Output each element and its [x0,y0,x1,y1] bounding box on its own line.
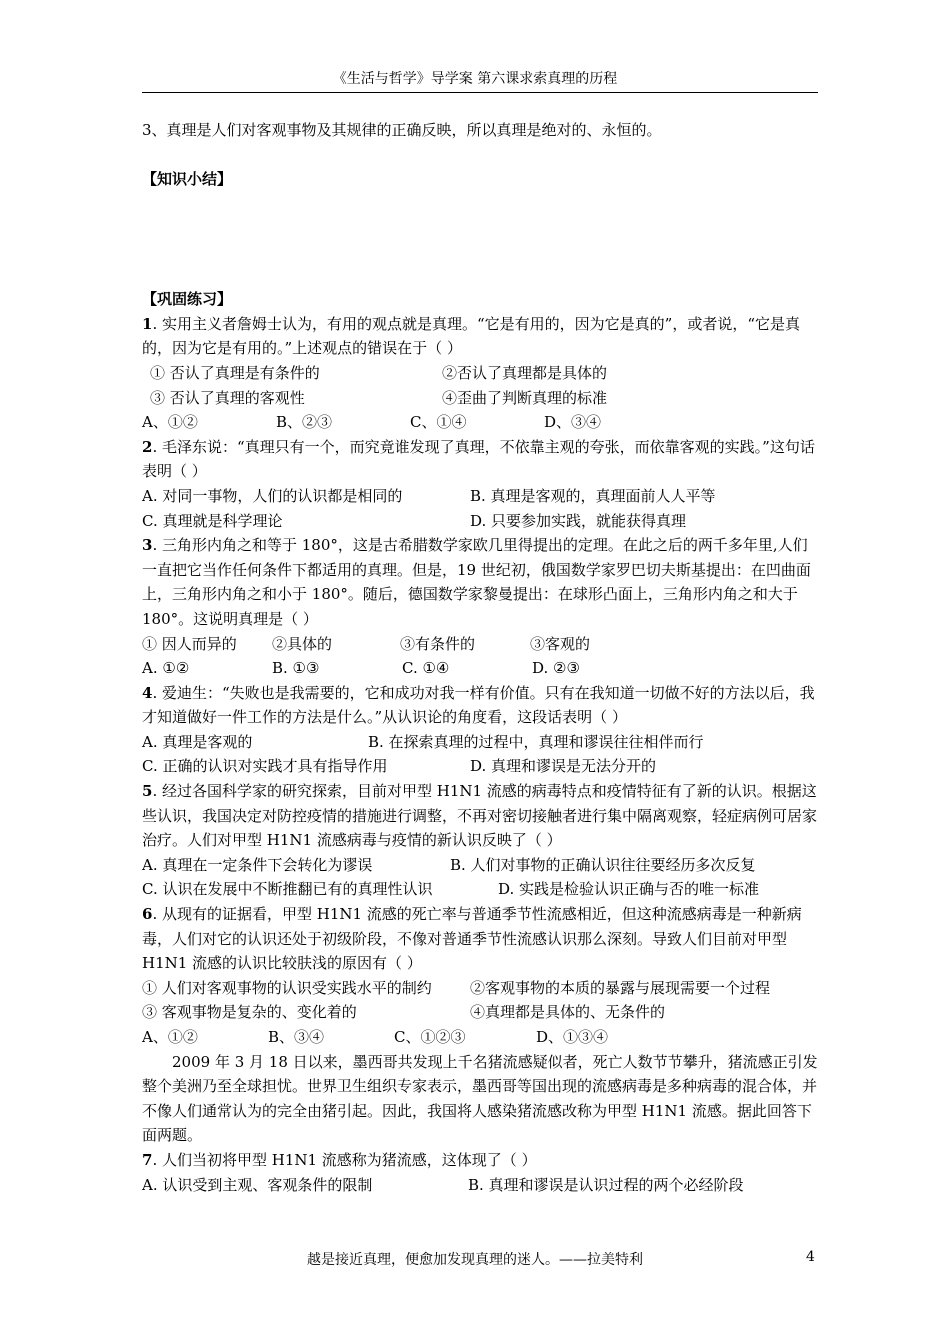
list-item: ③ 否认了真理的客观性 [150,388,305,407]
question-3 [142,533,818,631]
question-1-items [142,361,818,386]
answer-option: D、③④ [544,413,602,432]
answer-option: A. 真理在一定条件下会转化为谬误 [142,855,373,874]
answer-option: B. 真理是客观的，真理面前人人平等 [470,486,716,505]
list-item: ②客观事物的本质的暴露与展现需要一个过程 [470,978,771,997]
question-2-options [142,509,818,534]
question-text: . 实用主义者詹姆士认为，有用的观点就是真理。“它是有用的，因为它是真的”，或者说，“它是真的，因为它是有用的。”上述观点的错误在于（ ） [142,314,800,358]
answer-option: C. ①④ [402,659,450,678]
question-6 [142,902,818,976]
question-5-options [142,877,818,902]
question-5-options [142,853,818,878]
question-6-items [142,976,818,1001]
question-3-options [142,656,818,681]
footer-quote: 越是接近真理，便愈加发现真理的迷人。——拉美特利 [307,1252,643,1268]
question-text: . 毛泽东说：“真理只有一个，而究竟谁发现了真理，不依靠主观的夸张，而依靠客观的实践。”这句话表明（ ） [142,437,815,481]
list-item: ③有条件的 [400,634,476,653]
question-1-items [142,386,818,411]
question-7-options [142,1173,818,1198]
answer-option: C、①②③ [394,1028,466,1046]
answer-option: A、①② [142,1028,198,1046]
question-number: 3 [142,536,153,555]
answer-option: C、①④ [410,413,467,432]
question-number: 5 [142,782,153,801]
answer-option: A. 对同一事物，人们的认识都是相同的 [142,486,403,505]
question-5 [142,779,818,853]
question-text: . 从现有的证据看，甲型 H1N1 流感的死亡率与普通季节性流感相近，但这种流感病毒是一种新病毒，人们对它的认识还处于初级阶段，不像对普通季节性流感认识那么深刻。导致人们目前对甲型 H1N1 流感的认识比较肤浅的原因有（ ） [142,905,802,973]
page-content [142,118,818,1197]
question-4 [142,681,818,730]
question-4-options [142,754,818,779]
answer-option: D、①③④ [536,1028,609,1046]
answer-option: B. 真理和谬误是认识过程的两个必经阶段 [468,1175,744,1194]
question-number: 2 [142,437,153,456]
question-3-items [142,632,818,657]
list-item: ②否认了真理都是具体的 [442,363,608,382]
answer-option: B、②③ [276,413,333,432]
answer-option: A. 认识受到主观、客观条件的限制 [142,1175,373,1194]
answer-option: D. 实践是检验认识正确与否的唯一标准 [498,880,760,899]
header-divider [142,92,818,93]
answer-option: B. 人们对事物的正确认识往往要经历多次反复 [450,855,756,874]
answer-option: D. ②③ [532,659,580,678]
question-number: 1 [142,314,153,333]
list-item: ③ 客观事物是复杂的、变化着的 [142,1003,357,1022]
list-item: ②具体的 [272,634,333,653]
question-text: . 人们当初将甲型 H1N1 流感称为猪流感，这体现了（ ） [152,1150,537,1169]
reading-passage: 2009 年 3 月 18 日以来，墨西哥共发现上千名猪流感疑似者，死亡人数节节攀升，猪流感正引发整个美洲乃至全球担忧。世界卫生组织专家表示，墨西哥等国出现的流感病毒是多种病毒的混合体，并不像人们通常认为的完全由猪引起。因此，我国将人感染猪流感改称为甲型 H1N1 流感。据此回答下面两题。 [142,1052,818,1145]
question-number: 7 [142,1150,153,1169]
question-2 [142,435,818,484]
list-item: ④歪曲了判断真理的标准 [442,388,608,407]
answer-option: B. ①③ [272,659,320,678]
question-text: . 三角形内角之和等于 180°，这是古希腊数学家欧几里得提出的定理。在此之后的两千多年里,人们一直把它当作任何条件下都适用的真理。但是，19 世纪初，俄国数学家罗巴切夫斯基提出：在凹曲面上，三角形内角之和小于 180°。随后，德国数学家黎曼提出：在球形凸面上，三角形内角之和大于 180°。这说明真理是（ ） [142,536,811,628]
question-4-options [142,730,818,755]
question-2-options [142,484,818,509]
question-1-options [142,410,818,435]
question-1 [142,312,818,361]
question-text: . 经过各国科学家的研究探索，目前对甲型 H1N1 流感的病毒特点和疫情特征有了新的认识。根据这些认识，我国决定对防控疫情的措施进行调整，不再对密切接触者进行集中隔离观察，轻症病例可居家治疗。人们对甲型 H1N1 流感病毒与疫情的新认识反映了（ ） [142,782,818,850]
answer-option: B. 在探索真理的过程中，真理和谬误往往相伴而行 [368,732,704,751]
question-7 [142,1148,818,1173]
question-text: . 爱迪生：“失败也是我需要的，它和成功对我一样有价值。只有在我知道一切做不好的方法以后，我才知道做好一件工作的方法是什么。”从认识论的角度看，这段话表明（ ） [142,683,815,727]
page-number: 4 [806,1249,815,1265]
answer-option: A、①② [142,413,198,432]
answer-option: B、③④ [268,1028,325,1046]
list-item: ① 否认了真理是有条件的 [150,363,320,382]
page-header: 《生活与哲学》导学案 第六课求索真理的历程 [332,71,618,87]
question-6-items [142,1000,818,1025]
list-item: ③客观的 [530,634,591,653]
question-number: 6 [142,905,153,924]
list-item: ④真理都是具体的、无条件的 [470,1003,666,1022]
answer-option: C. 真理就是科学理论 [142,511,283,530]
answer-option: D. 真理和谬误是无法分开的 [470,757,657,776]
list-item: ① 因人而异的 [142,634,237,653]
answer-option: C. 认识在发展中不断推翻已有的真理性认识 [142,880,433,899]
answer-option: A. ①② [142,659,190,678]
statement-3: 3、真理是人们对客观事物及其规律的正确反映，所以真理是绝对的、永恒的。 [142,121,662,139]
knowledge-summary-heading: 【知识小结】 [142,169,233,188]
list-item: ① 人们对客观事物的认识受实践水平的制约 [142,978,432,997]
question-6-options [142,1025,818,1050]
answer-option: C. 正确的认识对实践才具有指导作用 [142,757,388,776]
practice-heading: 【巩固练习】 [142,290,233,309]
answer-option: A. 真理是客观的 [142,732,253,751]
answer-option: D. 只要参加实践，就能获得真理 [470,511,687,530]
question-number: 4 [142,683,153,702]
